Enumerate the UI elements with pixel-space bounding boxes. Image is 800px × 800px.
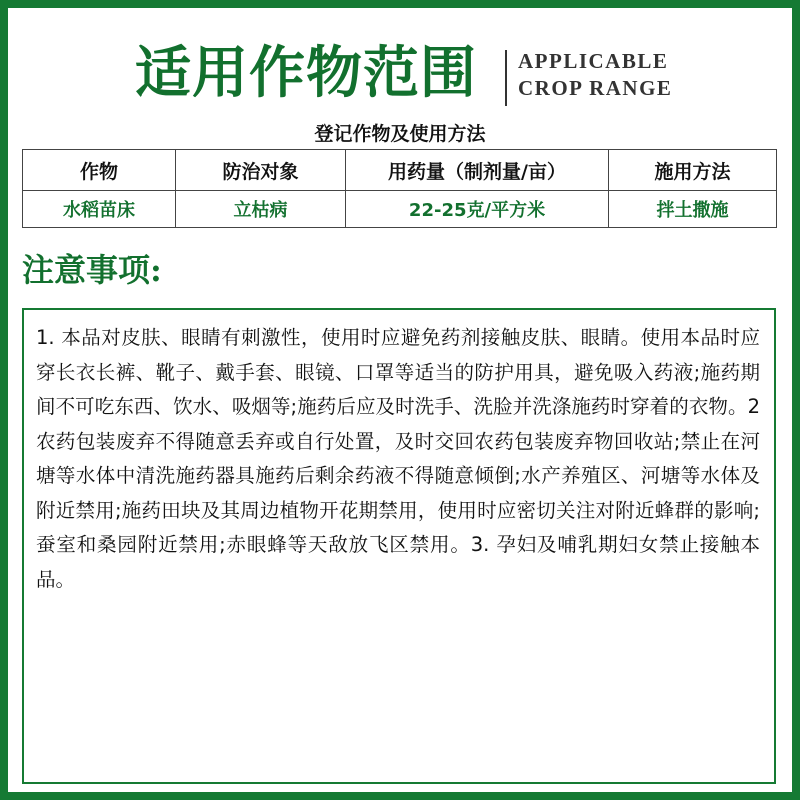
english-title-line-1: APPLICABLE <box>518 49 669 73</box>
usage-table <box>22 149 777 228</box>
cell-method: 拌土撒施 <box>609 191 777 228</box>
table-caption: 登记作物及使用方法 <box>314 123 486 145</box>
page-title: 适用作物范围 <box>135 40 477 106</box>
column-header-method: 施用方法 <box>609 150 777 191</box>
column-header-dosage: 用药量（制剂量/亩） <box>346 150 609 191</box>
table-header-row <box>23 150 777 191</box>
column-header-target: 防治对象 <box>176 150 346 191</box>
title-divider <box>505 50 507 106</box>
english-title-line-2: CROP RANGE <box>518 76 673 100</box>
notes-title: 注意事项: <box>22 251 162 289</box>
notes-text: 1. 本品对皮肤、眼睛有刺激性，使用时应避免药剂接触皮肤、眼睛。使用本品时应穿长衣长裤、靴子、戴手套、眼镜、口罩等适当的防护用具，避免吸入药液;施药期间不可吃东西、饮水、吸烟等;施药后应及时洗手、洗脸并洗涤施药时穿着的衣物。2农药包装废弃不得随意丢弃或自行处置，及时交回农药包装废弃物回收站;禁止在河塘等水体中清洗施药器具施药后剩余药液不得随意倾倒;水产养殖区、河塘等水体及附近禁用;施药田块及其周边植物开花期禁用，使用时应密切关注对附近蜂群的影响;蚕室和桑园附近禁用;赤眼蜂等天敌放飞区禁用。3. 孕妇及哺乳期妇女禁止接触本品。 <box>36 326 760 591</box>
label-panel <box>8 8 792 792</box>
notes-box <box>22 308 776 784</box>
cell-crop: 水稻苗床 <box>23 191 176 228</box>
cell-dosage: 22-25克/平方米 <box>346 191 609 228</box>
english-title <box>518 48 672 102</box>
header <box>8 36 792 116</box>
table-row <box>23 191 777 228</box>
cell-target: 立枯病 <box>176 191 346 228</box>
column-header-crop: 作物 <box>23 150 176 191</box>
